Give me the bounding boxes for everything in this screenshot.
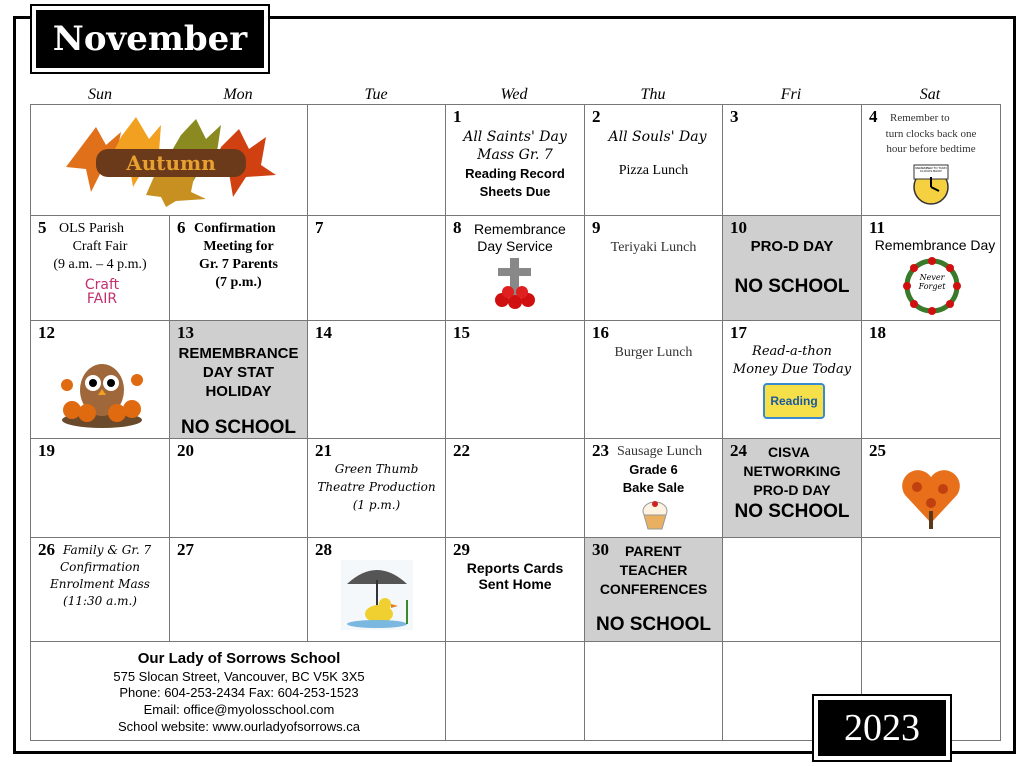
day-cell-empty [446, 642, 585, 741]
day-cell-11 [862, 216, 1001, 321]
day-number: 7 [315, 218, 324, 237]
day-cell-empty [308, 105, 446, 216]
day-cell-5 [31, 216, 170, 321]
day-cell-16 [585, 321, 723, 439]
event-text: Confirmation [59, 560, 141, 574]
event-text: (11:30 a.m.) [63, 594, 137, 608]
clock-sign-text: REMEMBER TO TURN CLOCKS BACK! [915, 167, 947, 173]
event-text: Gr. 7 Parents [199, 257, 278, 272]
day-number: 10 [730, 218, 747, 237]
day-cell-27 [170, 538, 308, 642]
event-text: Family & Gr. 7 [63, 543, 152, 557]
month-title: November [36, 10, 264, 68]
event-text: (1 p.m.) [352, 498, 401, 512]
event-text: turn clocks back one [885, 128, 977, 140]
day-cell-13 [170, 321, 308, 439]
event-text: Green Thumb [334, 462, 419, 476]
day-number: 1 [453, 107, 462, 126]
wreath-text: Never Forget [918, 273, 946, 291]
day-cell-3 [723, 105, 862, 216]
day-cell-26 [31, 538, 170, 642]
event-text: hour before bedtime [886, 143, 976, 155]
autumn-leaves-image [61, 117, 281, 207]
day-number: 29 [453, 540, 470, 559]
event-text: Bake Sale [622, 480, 685, 495]
day-number: 18 [869, 323, 886, 342]
clock-reminder-image [911, 161, 951, 211]
month-title-box [30, 4, 270, 74]
day-cell-19 [31, 439, 170, 538]
day-number: 13 [177, 323, 194, 342]
event-text: Sent Home [478, 576, 552, 592]
autumn-banner-cell [31, 105, 308, 216]
day-cell-empty [862, 538, 1001, 642]
day-number: 6 [177, 218, 186, 237]
day-cell-30 [585, 538, 723, 642]
event-text: Remember to [890, 112, 950, 124]
event-text: Remembrance [474, 221, 566, 237]
no-school-label: NO SCHOOL [595, 614, 712, 635]
weekday-wed: Wed [500, 86, 528, 103]
event-text: Reports Cards [466, 560, 564, 576]
event-text: Confirmation [194, 221, 276, 236]
day-number: 17 [730, 323, 747, 342]
day-number: 14 [315, 323, 332, 342]
cupcake-icon [640, 499, 670, 531]
day-cell-18 [862, 321, 1001, 439]
event-text: All Saints' Day [463, 129, 567, 145]
event-text: Pizza Lunch [618, 163, 689, 178]
event-text: Day Service [477, 238, 553, 254]
day-cell-7 [308, 216, 446, 321]
event-text: All Souls' Day [608, 129, 707, 145]
day-cell-9 [585, 216, 723, 321]
event-text: REMEMBRANCE [178, 345, 299, 362]
day-cell-22 [446, 439, 585, 538]
day-cell-15 [446, 321, 585, 439]
event-text: Money Due Today [732, 362, 852, 377]
day-number: 23 [592, 441, 609, 460]
duck-umbrella-image [341, 560, 413, 630]
autumn-sign-text: Autumn [126, 151, 216, 175]
day-number: 8 [453, 218, 462, 237]
day-cell-empty [723, 538, 862, 642]
school-name: Our Lady of Sorrows School [137, 650, 341, 667]
weekday-sat: Sat [919, 86, 941, 103]
day-cell-21 [308, 439, 446, 538]
year-title: 2023 [818, 700, 946, 756]
day-number: 12 [38, 323, 55, 342]
event-text: DAY STAT [202, 364, 275, 381]
event-text: PARENT [625, 543, 682, 559]
autumn-heart-tree-image [895, 461, 967, 533]
weekday-tue: Tue [364, 86, 388, 103]
craft-fair-image: Craft FAIR [84, 277, 120, 307]
event-text: NETWORKING [743, 463, 841, 479]
event-text: HOLIDAY [205, 383, 272, 400]
day-cell-14 [308, 321, 446, 439]
day-cell-10 [723, 216, 862, 321]
day-number: 26 [38, 540, 55, 559]
day-cell-12 [31, 321, 170, 439]
day-cell-4 [862, 105, 1001, 216]
day-number: 4 [869, 107, 878, 126]
school-email: Email: office@myolosschool.com [143, 702, 335, 718]
day-number: 11 [869, 218, 886, 237]
day-number: 25 [869, 441, 886, 460]
day-cell-6 [170, 216, 308, 321]
event-text: CISVA [768, 444, 810, 460]
weekday-mon: Mon [223, 86, 253, 103]
day-number: 19 [38, 441, 55, 460]
event-text: TEACHER [619, 562, 688, 578]
day-number: 16 [592, 323, 609, 342]
event-text: Sheets Due [479, 184, 551, 199]
day-number: 5 [38, 218, 47, 237]
calendar-grid [30, 104, 1001, 741]
weekday-fri: Fri [780, 86, 802, 103]
day-cell-24 [723, 439, 862, 538]
weekday-sun: Sun [88, 86, 112, 103]
day-cell-8 [446, 216, 585, 321]
event-text: OLS Parish [59, 221, 124, 236]
event-text: Remembrance Day [874, 237, 996, 253]
day-number: 21 [315, 441, 332, 460]
event-text: Theatre Production [317, 480, 436, 494]
no-school-label: NO SCHOOL [734, 501, 850, 522]
event-text: Sausage Lunch [617, 444, 703, 459]
event-text: Mass Gr. 7 [477, 147, 553, 163]
event-text: Reading Record [465, 166, 565, 181]
day-number: 24 [730, 441, 747, 460]
event-text: Read-a-thon [752, 344, 832, 359]
cross-poppies-image [490, 256, 540, 311]
day-cell-23 [585, 439, 723, 538]
school-info-cell [31, 642, 446, 741]
day-cell-28 [308, 538, 446, 642]
day-number: 27 [177, 540, 194, 559]
event-text: PRO-D DAY [753, 482, 831, 498]
event-text: Burger Lunch [614, 345, 693, 360]
day-cell-29 [446, 538, 585, 642]
school-phone: Phone: 604-253-2434 Fax: 604-253-1523 [119, 685, 359, 701]
day-number: 22 [453, 441, 470, 460]
school-address: 575 Slocan Street, Vancouver, BC V5K 3X5 [113, 668, 365, 684]
weekday-thu: Thu [640, 86, 666, 103]
event-text: (9 a.m. – 4 p.m.) [53, 257, 147, 272]
event-text: Teriyaki Lunch [610, 240, 697, 255]
day-number: 20 [177, 441, 194, 460]
event-text: PRO-D DAY [750, 238, 834, 255]
day-cell-1 [446, 105, 585, 216]
reading-image: Reading [763, 383, 825, 419]
day-cell-2 [585, 105, 723, 216]
no-school-label: NO SCHOOL [180, 417, 297, 438]
event-text: CONFERENCES [599, 581, 708, 597]
event-text: Meeting for [203, 239, 274, 254]
event-text: Craft Fair [72, 239, 128, 254]
day-number: 3 [730, 107, 739, 126]
day-number: 2 [592, 107, 601, 126]
event-text: Enrolment Mass [50, 577, 150, 591]
day-cell-20 [170, 439, 308, 538]
day-number: 15 [453, 323, 470, 342]
no-school-label: NO SCHOOL [734, 276, 850, 297]
day-number: 30 [592, 540, 609, 559]
day-number: 28 [315, 540, 332, 559]
day-cell-empty [585, 642, 723, 741]
year-box [812, 694, 952, 762]
event-text: Grade 6 [629, 462, 678, 477]
day-number: 9 [592, 218, 601, 237]
day-cell-25 [862, 439, 1001, 538]
school-website: School website: www.ourladyofsorrows.ca [117, 719, 361, 735]
day-cell-17 [723, 321, 862, 439]
owl-leaves-image [57, 345, 147, 430]
event-text: (7 p.m.) [215, 275, 262, 290]
